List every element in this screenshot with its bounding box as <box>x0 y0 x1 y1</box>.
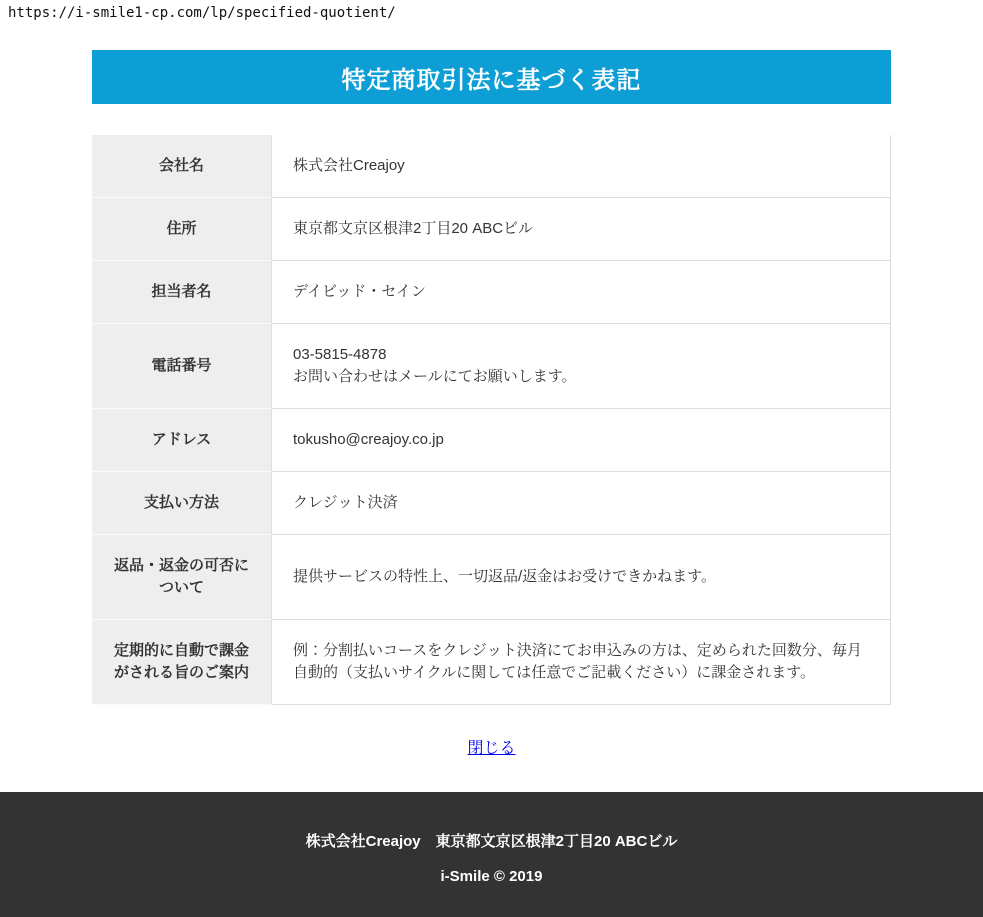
footer-company-address: 株式会社Creajoy 東京都文京区根津2丁目20 ABCビル <box>305 833 678 850</box>
tokusho-disclosure-table <box>92 135 891 705</box>
table-row <box>92 409 891 472</box>
row-value: クレジット決済 <box>272 472 891 535</box>
row-value: 提供サービスの特性上、一切返品/返金はお受けできかねます。 <box>272 535 891 620</box>
row-label: 支払い方法 <box>92 472 272 535</box>
page-url-text: https://i-smile1-cp.com/lp/specified-quotient/ <box>8 5 396 21</box>
table-row <box>92 324 891 409</box>
row-value: 株式会社Creajoy <box>272 135 891 198</box>
table-row <box>92 198 891 261</box>
row-value: tokusho@creajoy.co.jp <box>272 409 891 472</box>
table-row <box>92 261 891 324</box>
close-link[interactable]: 閉じる <box>467 740 516 757</box>
row-value: デイビッド・セイン <box>272 261 891 324</box>
page-footer <box>0 792 983 917</box>
row-label: 電話番号 <box>92 324 272 409</box>
row-label: 返品・返金の可否について <box>92 535 272 620</box>
row-value: 東京都文京区根津2丁目20 ABCビル <box>272 198 891 261</box>
table-row <box>92 135 891 198</box>
table-row <box>92 472 891 535</box>
row-label: アドレス <box>92 409 272 472</box>
table-row <box>92 620 891 705</box>
footer-copyright: i-Smile © 2019 <box>440 868 543 885</box>
page-title: 特定商取引法に基づく表記 <box>341 66 642 94</box>
row-label: 定期的に自動で課金がされる旨のご案内 <box>92 620 272 705</box>
row-label: 会社名 <box>92 135 272 198</box>
title-banner <box>92 50 891 104</box>
row-label: 担当者名 <box>92 261 272 324</box>
row-value: 例：分割払いコースをクレジット決済にてお申込みの方は、定められた回数分、毎月自動的（支払いサイクルに関しては任意でご記載ください）に課金されます。 <box>272 620 891 705</box>
table-row <box>92 535 891 620</box>
row-label: 住所 <box>92 198 272 261</box>
close-link-area <box>92 735 891 759</box>
main-content <box>92 50 891 759</box>
row-value: 03-5815-4878 お問い合わせはメールにてお願いします。 <box>272 324 891 409</box>
